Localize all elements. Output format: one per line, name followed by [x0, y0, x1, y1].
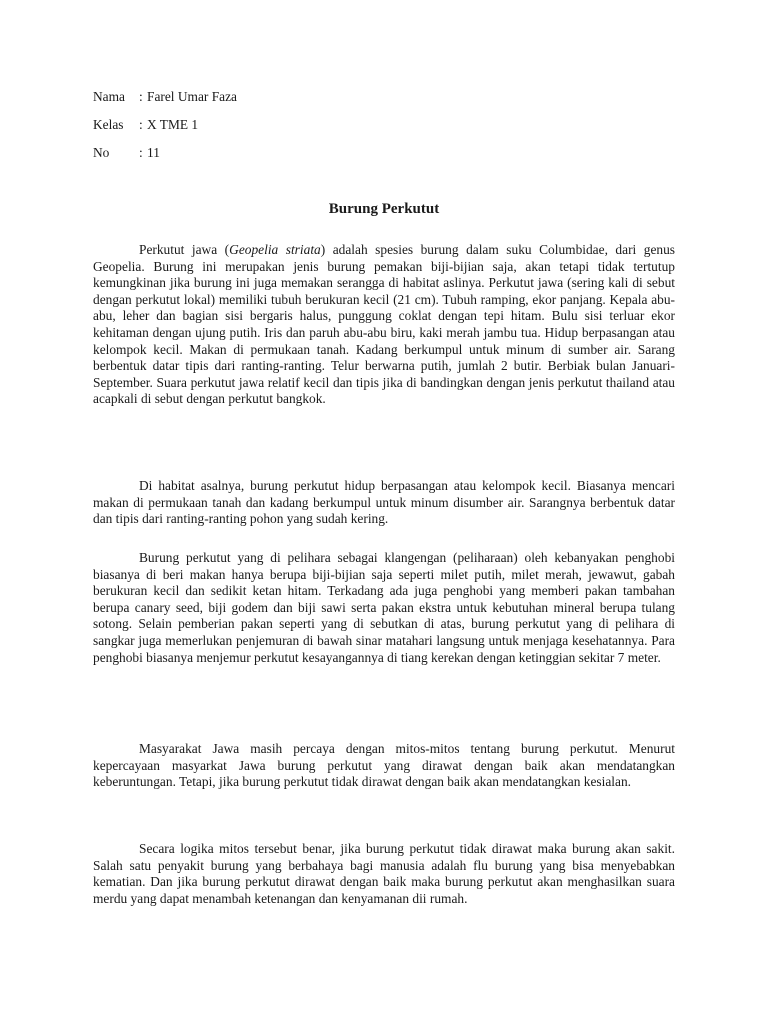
scientific-name: Geopelia striata	[229, 242, 321, 257]
paragraph-care: Burung perkutut yang di pelihara sebagai klangengan (peliharaan) oleh kebanyakan penghobi biasanya di beri makan hanya berupa biji-bijian saja seperti milet putih, milet merah, jewawut, gabah berukuran kecil dan sedikit ketan hitam. Terkadang ada juga penghobi yang memberi pakan tambahan berupa canary seed, biji godem dan biji sawi serta pakan ekstra untuk kebutuhan mineral berupa tulang sotong. Selain pemberian pakan seperti yang di sebutkan di atas, burung perkutut yang di pelihara di sangkar juga memerlukan penjemuran di bawah sinar matahari langsung untuk menjaga kesehatannya. Para penghobi biasanya menjemur perkutut kesayangannya di tiang kerekan dengan ketinggian sekitar 7 meter.	[93, 550, 675, 665]
name-separator: :	[139, 89, 143, 104]
paragraph-myth: Masyarakat Jawa masih percaya dengan mitos-mitos tentang burung perkutut. Menurut kepercayaan masyarkat Jawa burung perkutut yang dirawat dengan baik akan mendatangkan keberuntungan. Tetapi, jika burung perkutut tidak dirawat dengan baik akan mendatangkan kesialan.	[93, 741, 675, 790]
class-value: X TME 1	[147, 117, 199, 132]
name-label: Nama	[93, 89, 125, 104]
student-number-row	[93, 144, 493, 172]
paragraph-intro-body: ) adalah spesies burung dalam suku Columbidae, dari genus Geopelia. Burung ini merupakan jenis burung pemakan biji-bijian saja, akan tetapi tidak tertutup kemungkinan jika burung ini juga memakan serangga di habitat aslinya. Perkutut jawa (sering kali di sebut dengan perkutut lokal) memiliki tubuh berukuran kecil (21 cm). Tubuh ramping, ekor panjang. Kepala abu-abu, leher dan bagian sisi bergaris halus, punggung coklat dengan tepi hitam. Bulu sisi terluar ekor kehitaman dengan ujung putih. Iris dan paruh abu-abu biru, kaki merah jambu tua. Hidup berpasangan atau kelompok kecil. Makan di permukaan tanah. Kadang berkumpul untuk minum di sumber air. Sarang berbentuk datar tipis dari ranting-ranting. Telur berwarna putih, jumlah 2 butir. Berbiak bulan Januari-September. Suara perkutut jawa relatif kecil dan tipis jika di bandingkan dengan jenis perkutut thailand atau acapkali di sebut dengan perkutut bangkok.	[93, 242, 676, 407]
paragraph-habitat: Di habitat asalnya, burung perkutut hidup berpasangan atau kelompok kecil. Biasanya mencari makan di permukaan tanah dan kadang berkumpul untuk minum disumber air. Sarangnya berbentuk datar dan tipis dari ranting-ranting pohon yang sudah kering.	[93, 478, 675, 527]
number-label: No	[93, 145, 110, 160]
paragraph-intro-lead: Perkutut jawa (	[139, 242, 230, 257]
paragraph-intro	[93, 242, 675, 408]
paragraph-logic: Secara logika mitos tersebut benar, jika burung perkutut tidak dirawat maka burung akan sakit. Salah satu penyakit burung yang berbahaya bagi manusia adalah flu burung yang bisa menyebabkan kematian. Dan jika burung perkutut dirawat dengan baik maka burung perkutut akan menghasilkan suara merdu yang dapat menambah ketenangan dan kenyamanan dii rumah.	[93, 841, 675, 906]
document-title: Burung Perkutut	[328, 201, 440, 217]
number-value: 11	[147, 145, 160, 160]
name-value: Farel Umar Faza	[147, 89, 237, 104]
number-separator: :	[139, 145, 143, 160]
student-class-row	[93, 116, 493, 144]
class-separator: :	[139, 117, 143, 132]
class-label: Kelas	[93, 117, 124, 132]
student-name-row	[93, 88, 493, 116]
student-info-header	[93, 88, 493, 172]
